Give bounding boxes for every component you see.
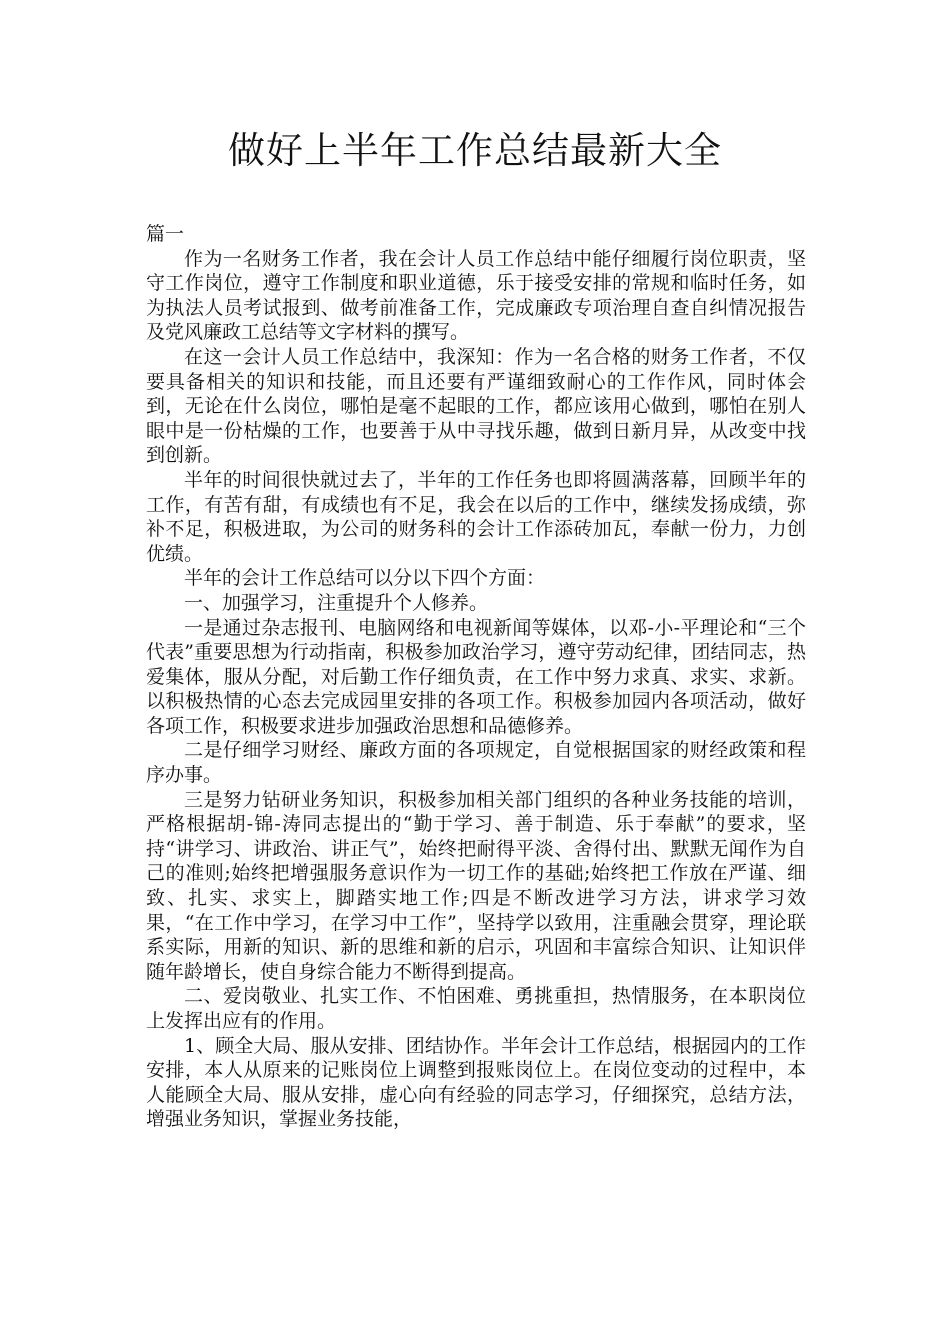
paragraph-1: 作为一名财务工作者，我在会计人员工作总结中能仔细履行岗位职责，坚守工作岗位，遵守工作制度和职业道德，乐于接受安排的常规和临时任务，如为执法人员考试报到、做考前准备工作，完成廉政专项治理自查自纠情况报告及党风廉政工总结等文字材料的撰写。: [146, 247, 806, 344]
paragraph-2: 在这一会计人员工作总结中，我深知：作为一名合格的财务工作者，不仅要具备相关的知识和技能，而且还要有严谨细致耐心的工作作风，同时体会到，无论在什么岗位，哪怕是毫不起眼的工作，都应该用心做到，哪怕在别人眼中是一份枯燥的工作，也要善于从中寻找乐趣，做到日新月异，从改变中找到创新。: [146, 345, 806, 467]
paragraph-7: 三是努力钻研业务知识，积极参加相关部门组织的各种业务技能的培训，严格根据胡-锦-涛同志提出的“勤于学习、善于制造、乐于奉献”的要求，坚持“讲学习、讲政治、讲正气”，始终把耐得平淡、舍得付出、默默无闻作为自己的准则;始终把增强服务意识作为一切工作的基础;始终把工作放在严谨、细致、扎实、求实上，脚踏实地工作;四是不断改进学习方法，讲求学习效果，“在工作中学习，在学习中工作”，坚持学以致用，注重融会贯穿，理论联系实际，用新的知识、新的思维和新的启示，巩固和丰富综合知识、让知识伴随年龄增长，使自身综合能力不断得到提高。: [146, 788, 806, 983]
paragraph-3: 半年的时间很快就过去了，半年的工作任务也即将圆满落幕，回顾半年的工作，有苦有甜，有成绩也有不足，我会在以后的工作中，继续发扬成绩，弥补不足，积极进取，为公司的财务科的会计工作添砖加瓦，奉献一份力，力创优绩。: [146, 468, 806, 565]
heading-1: 一、加强学习，注重提升个人修养。: [184, 591, 489, 614]
paragraph-4: 半年的会计工作总结可以分以下四个方面：: [184, 567, 546, 590]
document-title: 做好上半年工作总结最新大全: [228, 129, 722, 172]
heading-2: 二、爱岗敬业、扎实工作、不怕困难、勇挑重担，热情服务，在本职岗位上发挥出应有的作用。: [146, 985, 806, 1032]
paragraph-5: 一是通过杂志报刊、电脑网络和电视新闻等媒体，以邓-小-平理论和“三个代表”重要思想为行动指南，积极参加政治学习，遵守劳动纪律，团结同志，热爱集体，服从分配，对后勤工作仔细负责，在工作中努力求真、求实、求新。以积极热情的心态去完成园里安排的各项工作。积极参加园内各项活动，做好各项工作，积极要求进步加强政治思想和品德修养。: [146, 616, 806, 737]
paragraph-8: 1、顾全大局、服从安排、团结协作。半年会计工作总结，根据园内的工作安排，本人从原来的记账岗位上调整到报账岗位上。在岗位变动的过程中，本人能顾全大局、服从安排，虚心向有经验的同志学习，仔细探究，总结方法，增强业务知识，掌握业务技能，: [146, 1034, 806, 1131]
document-body: [146, 222, 806, 1132]
section-label: 篇一: [146, 223, 185, 245]
paragraph-6: 二是仔细学习财经、廉政方面的各项规定，自觉根据国家的财经政策和程序办事。: [146, 739, 806, 787]
